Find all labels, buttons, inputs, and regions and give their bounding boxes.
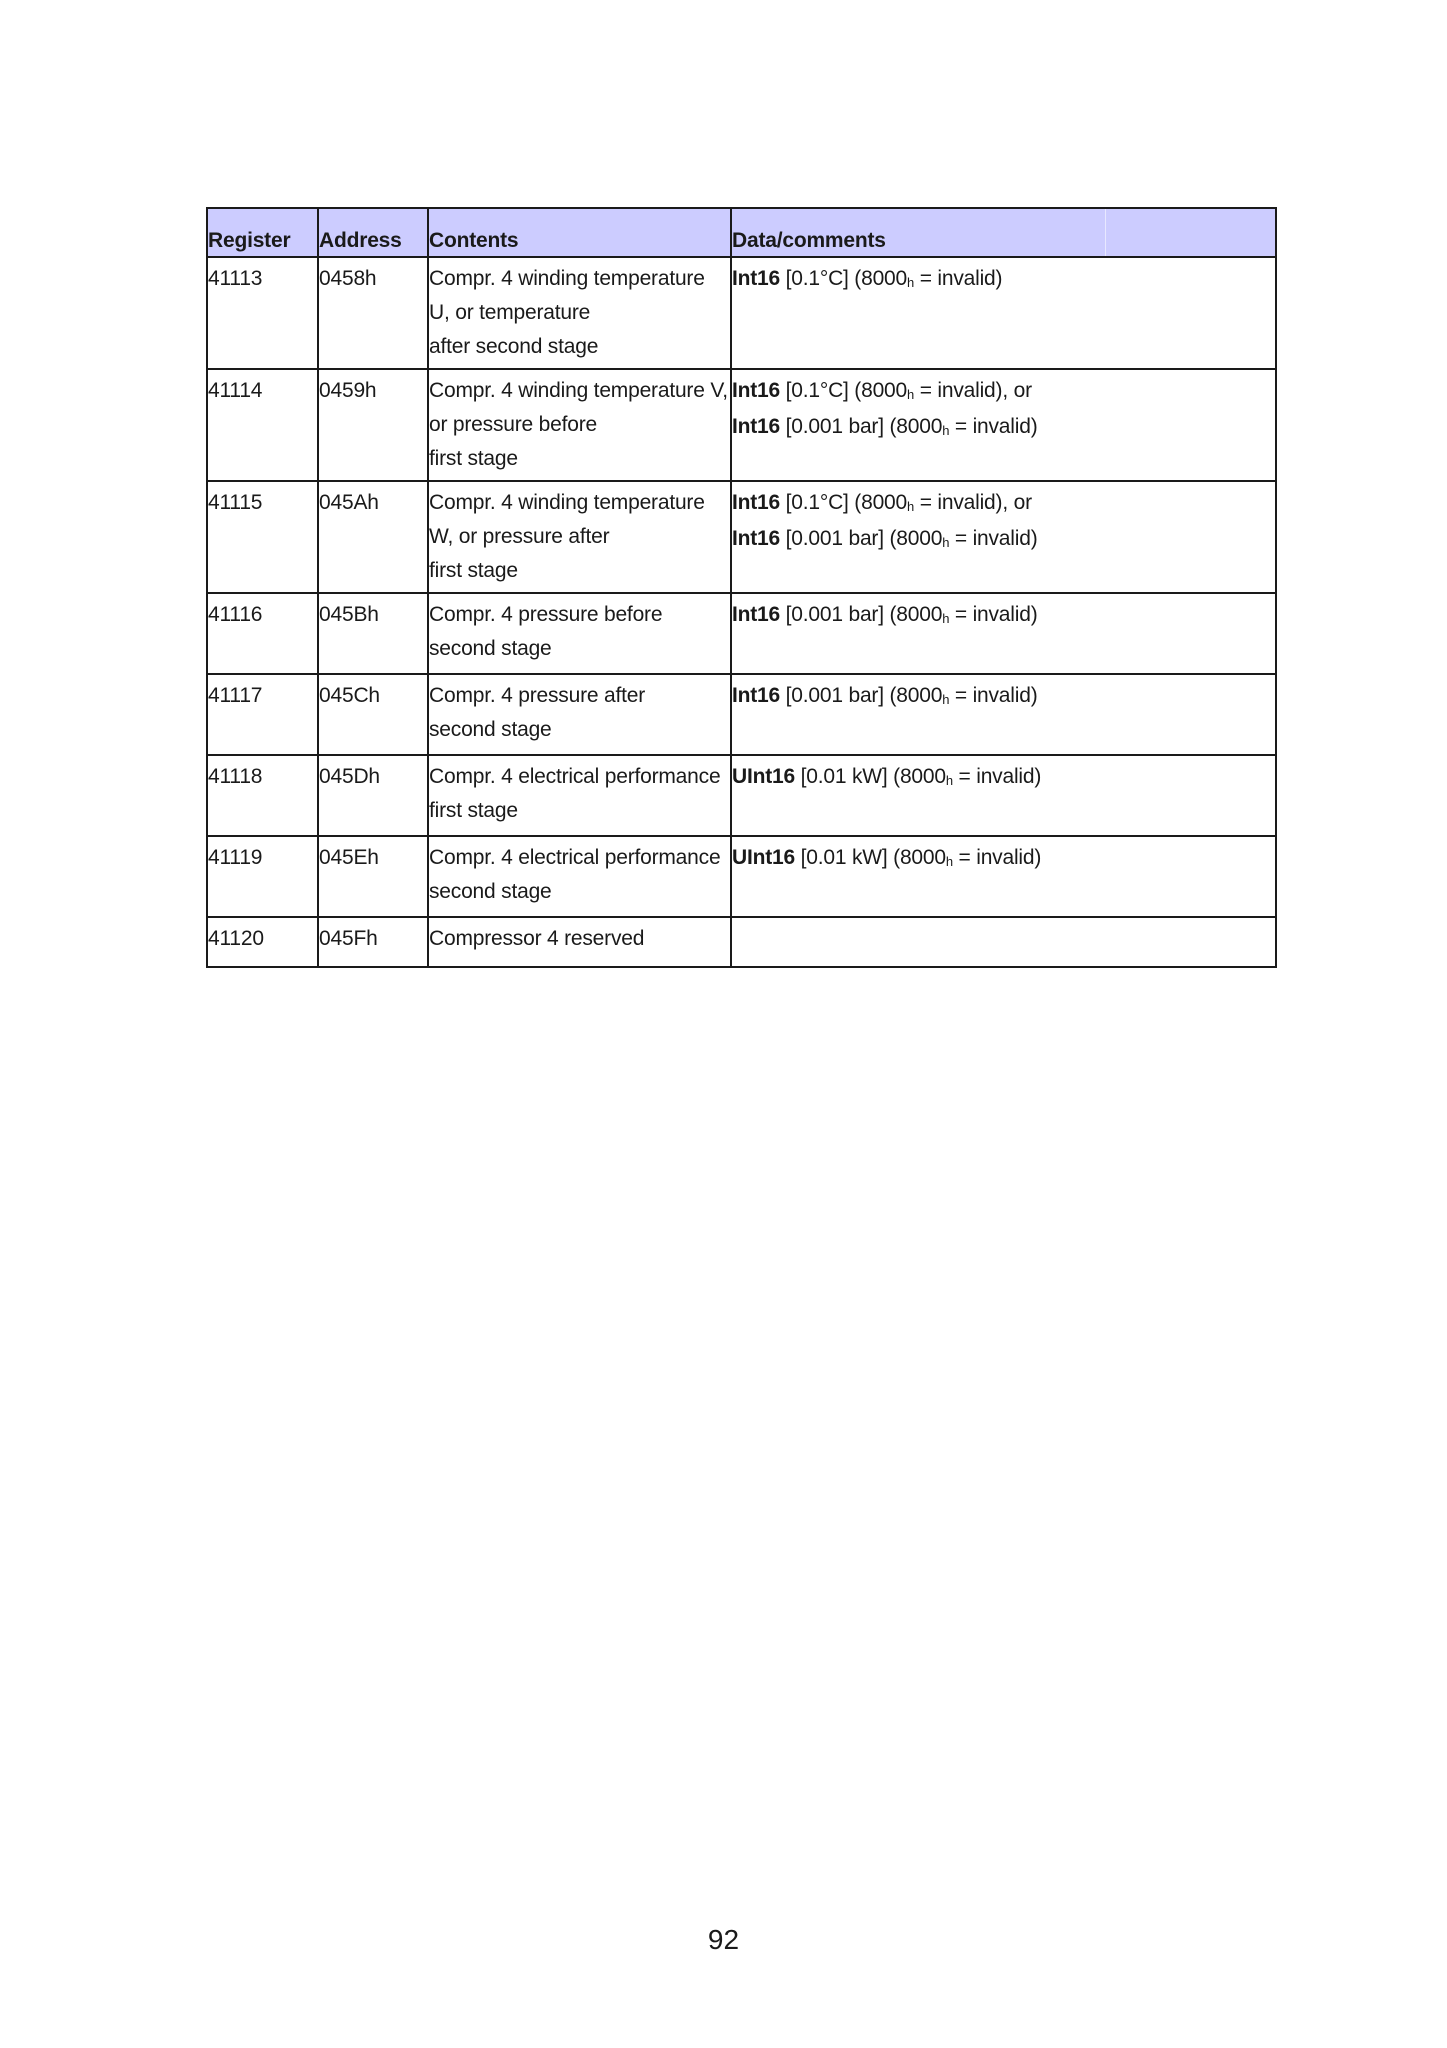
cell-register: 41113 — [207, 257, 318, 369]
data-tail: = invalid) — [949, 527, 1038, 550]
cell-data-comments — [731, 369, 1276, 481]
cell-data-comments — [731, 836, 1276, 917]
cell-register: 41115 — [207, 481, 318, 593]
cell-contents — [428, 369, 731, 481]
data-tail: = invalid) — [949, 415, 1038, 438]
cell-address: 045Ah — [318, 481, 428, 593]
contents-line: after second stage — [429, 335, 599, 358]
cell-register: 41118 — [207, 755, 318, 836]
hex-subscript: h — [942, 535, 950, 550]
hex-subscript: h — [942, 692, 950, 707]
cell-register: 41120 — [207, 917, 318, 967]
hex-subscript: h — [907, 387, 915, 402]
data-line — [732, 374, 1273, 410]
data-unit: [0.1°C] (8000 — [780, 267, 908, 290]
data-type: Int16 — [732, 415, 781, 438]
contents-line: second stage — [429, 880, 552, 903]
cell-address: 045Ch — [318, 674, 428, 755]
data-unit: [0.1°C] (8000 — [780, 379, 908, 402]
header-divider — [1105, 209, 1106, 256]
contents-line: Compr. 4 electrical performance — [429, 765, 721, 788]
data-line — [732, 679, 1273, 715]
cell-data-comments — [731, 917, 1276, 967]
data-tail: = invalid) — [949, 603, 1038, 626]
cell-data-comments — [731, 674, 1276, 755]
table-row — [207, 836, 1276, 917]
table-row — [207, 917, 1276, 967]
data-line — [732, 486, 1273, 522]
contents-line: second stage — [429, 637, 552, 660]
data-type: UInt16 — [732, 765, 795, 788]
contents-line: U, or temperature — [429, 301, 591, 324]
cell-data-comments — [731, 481, 1276, 593]
data-tail: = invalid) — [952, 765, 1042, 788]
contents-line: first stage — [429, 447, 518, 470]
table-row — [207, 674, 1276, 755]
header-data-comments-label: Data/comments — [732, 229, 886, 252]
contents-line: first stage — [429, 559, 518, 582]
data-line — [732, 841, 1273, 877]
data-type: Int16 — [732, 603, 781, 626]
contents-line: second stage — [429, 718, 552, 741]
table-header-row — [207, 208, 1276, 257]
data-line — [732, 262, 1273, 298]
data-tail: = invalid), or — [914, 379, 1032, 402]
cell-contents — [428, 917, 731, 967]
contents-line: Compr. 4 pressure before — [429, 603, 663, 626]
contents-line: Compr. 4 winding temperature — [429, 267, 705, 290]
cell-address: 045Dh — [318, 755, 428, 836]
contents-line: Compressor 4 reserved — [429, 927, 645, 950]
contents-line: Compr. 4 winding temperature V, — [429, 379, 728, 402]
cell-contents — [428, 481, 731, 593]
data-tail: = invalid) — [952, 846, 1042, 869]
data-type: Int16 — [732, 379, 781, 402]
cell-register: 41119 — [207, 836, 318, 917]
data-tail: = invalid) — [949, 684, 1038, 707]
data-unit: [0.001 bar] (8000 — [780, 684, 943, 707]
table-row — [207, 593, 1276, 674]
hex-subscript: h — [907, 275, 915, 290]
header-address: Address — [318, 208, 428, 257]
data-tail: = invalid), or — [914, 491, 1032, 514]
header-contents: Contents — [428, 208, 731, 257]
header-register: Register — [207, 208, 318, 257]
cell-register: 41114 — [207, 369, 318, 481]
cell-address: 045Bh — [318, 593, 428, 674]
table-row — [207, 481, 1276, 593]
cell-contents — [428, 674, 731, 755]
cell-contents — [428, 836, 731, 917]
hex-subscript: h — [942, 611, 950, 626]
data-unit: [0.001 bar] (8000 — [780, 603, 943, 626]
hex-subscript: h — [945, 854, 953, 869]
cell-address: 0459h — [318, 369, 428, 481]
register-table — [206, 207, 1277, 968]
data-type: Int16 — [732, 267, 781, 290]
contents-line: Compr. 4 pressure after — [429, 684, 645, 707]
contents-line: first stage — [429, 799, 518, 822]
hex-subscript: h — [942, 423, 950, 438]
cell-address: 045Eh — [318, 836, 428, 917]
cell-register: 41117 — [207, 674, 318, 755]
cell-data-comments — [731, 257, 1276, 369]
contents-line: or pressure before — [429, 413, 597, 436]
data-line — [732, 760, 1273, 796]
data-line — [732, 410, 1273, 446]
table-row — [207, 257, 1276, 369]
cell-data-comments — [731, 755, 1276, 836]
contents-line: Compr. 4 winding temperature — [429, 491, 705, 514]
header-data-comments — [731, 208, 1276, 257]
cell-address: 045Fh — [318, 917, 428, 967]
data-unit: [0.1°C] (8000 — [780, 491, 908, 514]
hex-subscript: h — [945, 773, 953, 788]
table-row — [207, 369, 1276, 481]
hex-subscript: h — [907, 499, 915, 514]
data-type: Int16 — [732, 527, 781, 550]
cell-contents — [428, 593, 731, 674]
data-unit: [0.01 kW] (8000 — [794, 765, 946, 788]
table-body — [207, 257, 1276, 967]
cell-register: 41116 — [207, 593, 318, 674]
data-type: Int16 — [732, 491, 781, 514]
data-unit: [0.001 bar] (8000 — [780, 527, 943, 550]
data-type: UInt16 — [732, 846, 795, 869]
data-unit: [0.001 bar] (8000 — [780, 415, 943, 438]
cell-contents — [428, 257, 731, 369]
data-unit: [0.01 kW] (8000 — [794, 846, 946, 869]
cell-contents — [428, 755, 731, 836]
cell-data-comments — [731, 593, 1276, 674]
data-tail: = invalid) — [914, 267, 1003, 290]
contents-line: W, or pressure after — [429, 525, 610, 548]
contents-line: Compr. 4 electrical performance — [429, 846, 721, 869]
page-number: 92 — [707, 1924, 740, 1955]
data-type: Int16 — [732, 684, 781, 707]
cell-address: 0458h — [318, 257, 428, 369]
data-line — [732, 522, 1273, 558]
table-row — [207, 755, 1276, 836]
data-line — [732, 598, 1273, 634]
